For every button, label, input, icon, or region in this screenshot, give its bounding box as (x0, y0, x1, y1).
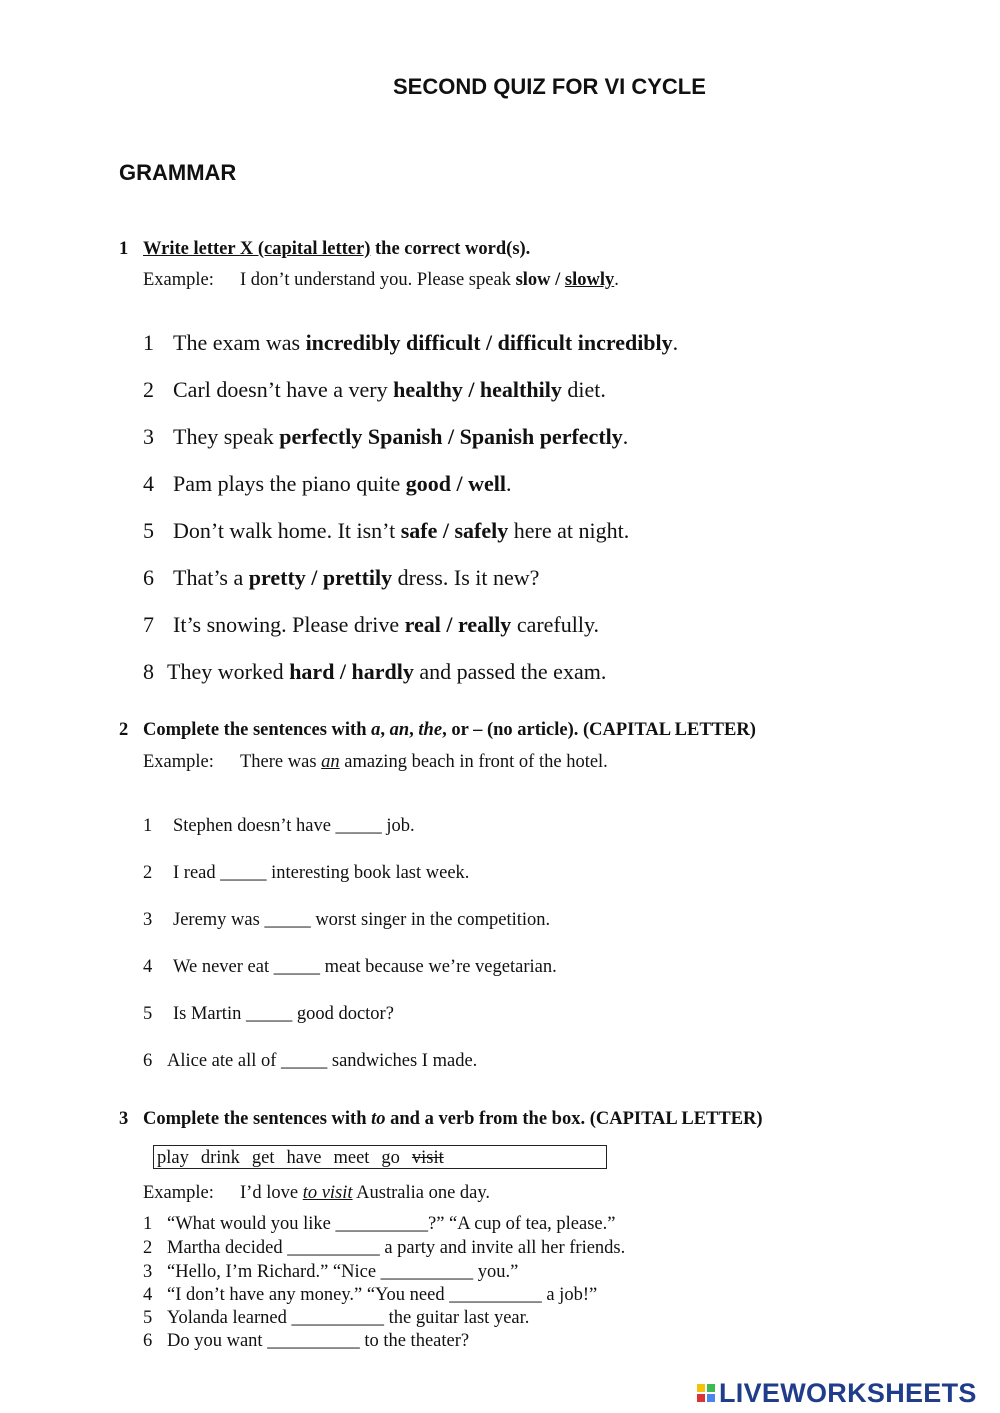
box-word: play (157, 1148, 189, 1168)
q1-item-options: pretty / prettily (248, 565, 393, 590)
q1-item[interactable]: 6 That’s a pretty / prettily dress. Is it new? (143, 565, 540, 590)
q1-item[interactable]: 2 Carl doesn’t have a very healthy / healthily diet. (143, 377, 606, 402)
q1-instruction-rest: the correct word(s). (370, 239, 531, 259)
page-title: SECOND QUIZ FOR VI CYCLE (393, 74, 706, 99)
q3-instruction: 3 Complete the sentences with to and a verb from the box. (CAPITAL LETTER) (119, 1109, 763, 1129)
liveworksheets-logo[interactable] (697, 1378, 977, 1408)
box-word: drink (200, 1148, 240, 1168)
logo-mark-icon (697, 1384, 715, 1402)
q1-example-answer: slowly (564, 270, 615, 290)
q1-item[interactable]: 7 It’s snowing. Please drive real / really carefully. (143, 612, 600, 637)
section-heading: GRAMMAR (119, 160, 237, 185)
q1-item[interactable]: 3 They speak perfectly Spanish / Spanish perfectly. (143, 424, 629, 449)
q1-item-options: incredibly difficult / difficult incredibly (305, 330, 673, 355)
q3-example: Example: I’d love to visit Australia one day. (143, 1183, 491, 1203)
q3-item[interactable]: 1 “What would you like __________?” “A cup of tea, please.” (143, 1214, 616, 1234)
q1-instruction (119, 239, 530, 260)
q2-item[interactable]: 4 We never eat _____ meat because we’re vegetarian. (143, 957, 557, 977)
box-word: get (251, 1148, 275, 1168)
q3-item[interactable]: 5 Yolanda learned __________ the guitar last year. (143, 1308, 530, 1328)
q1-example-option1: slow (515, 270, 551, 290)
box-word: go (381, 1148, 400, 1168)
q1-example-label: Example: (143, 270, 214, 290)
q2-item[interactable]: 2 I read _____ interesting book last week. (143, 863, 470, 883)
q1-item-options: good / well (405, 471, 507, 496)
q1-item[interactable]: 5 Don’t walk home. It isn’t safe / safely here at night. (143, 518, 630, 543)
q1-item-options: safe / safely (400, 518, 509, 543)
q3-item[interactable]: 4 “I don’t have any money.” “You need __________ a job!” (143, 1285, 598, 1305)
q1-item[interactable]: 1 The exam was incredibly difficult / difficult incredibly. (143, 330, 679, 355)
q1-item-options: healthy / healthily (393, 377, 562, 402)
logo-square (707, 1384, 715, 1392)
box-word: meet (333, 1148, 370, 1168)
q3-number: 3 (119, 1109, 129, 1129)
q1-example: Example: I don’t understand you. Please speak slow / slowly. (143, 270, 619, 290)
q2-item[interactable]: 1 Stephen doesn’t have _____ job. (143, 816, 415, 836)
q2-item[interactable]: 6 Alice ate all of _____ sandwiches I made. (143, 1051, 478, 1071)
logo-text: LIVEWORKSHEETS (719, 1377, 977, 1408)
q3-example-answer: to visit (302, 1183, 353, 1203)
box-word-struck: visit (411, 1148, 444, 1168)
q1-item-options: perfectly Spanish / Spanish perfectly (279, 424, 623, 449)
q2-example-answer: an (321, 752, 340, 772)
q2-item[interactable]: 3 Jeremy was _____ worst singer in the competition. (143, 910, 551, 930)
box-word: have (286, 1148, 322, 1168)
q3-item[interactable]: 2 Martha decided __________ a party and invite all her friends. (143, 1238, 626, 1258)
q1-item[interactable]: 4 Pam plays the piano quite good / well. (143, 471, 512, 496)
logo-square (697, 1394, 705, 1402)
q1-instruction-underlined: Write letter X (capital letter) (143, 239, 371, 259)
q2-instruction: 2 Complete the sentences with a, an, the, or – (no article). (CAPITAL LETTER) (119, 720, 756, 740)
q1-item-options: real / really (404, 612, 512, 637)
q2-example: Example: There was an amazing beach in front of the hotel. (143, 752, 608, 772)
q2-item[interactable]: 5 Is Martin _____ good doctor? (143, 1004, 394, 1024)
q2-number: 2 (119, 720, 129, 740)
q1-item[interactable]: 8 They worked hard / hardly and passed the exam. (143, 659, 607, 684)
word-box (153, 1145, 607, 1169)
q1-item-options: hard / hardly (289, 659, 414, 684)
logo-square (697, 1384, 705, 1392)
logo-square (707, 1394, 715, 1402)
q3-item[interactable]: 6 Do you want __________ to the theater? (143, 1331, 470, 1351)
q3-item[interactable]: 3 “Hello, I’m Richard.” “Nice __________ you.” (143, 1262, 519, 1282)
q1-number: 1 (119, 239, 129, 259)
